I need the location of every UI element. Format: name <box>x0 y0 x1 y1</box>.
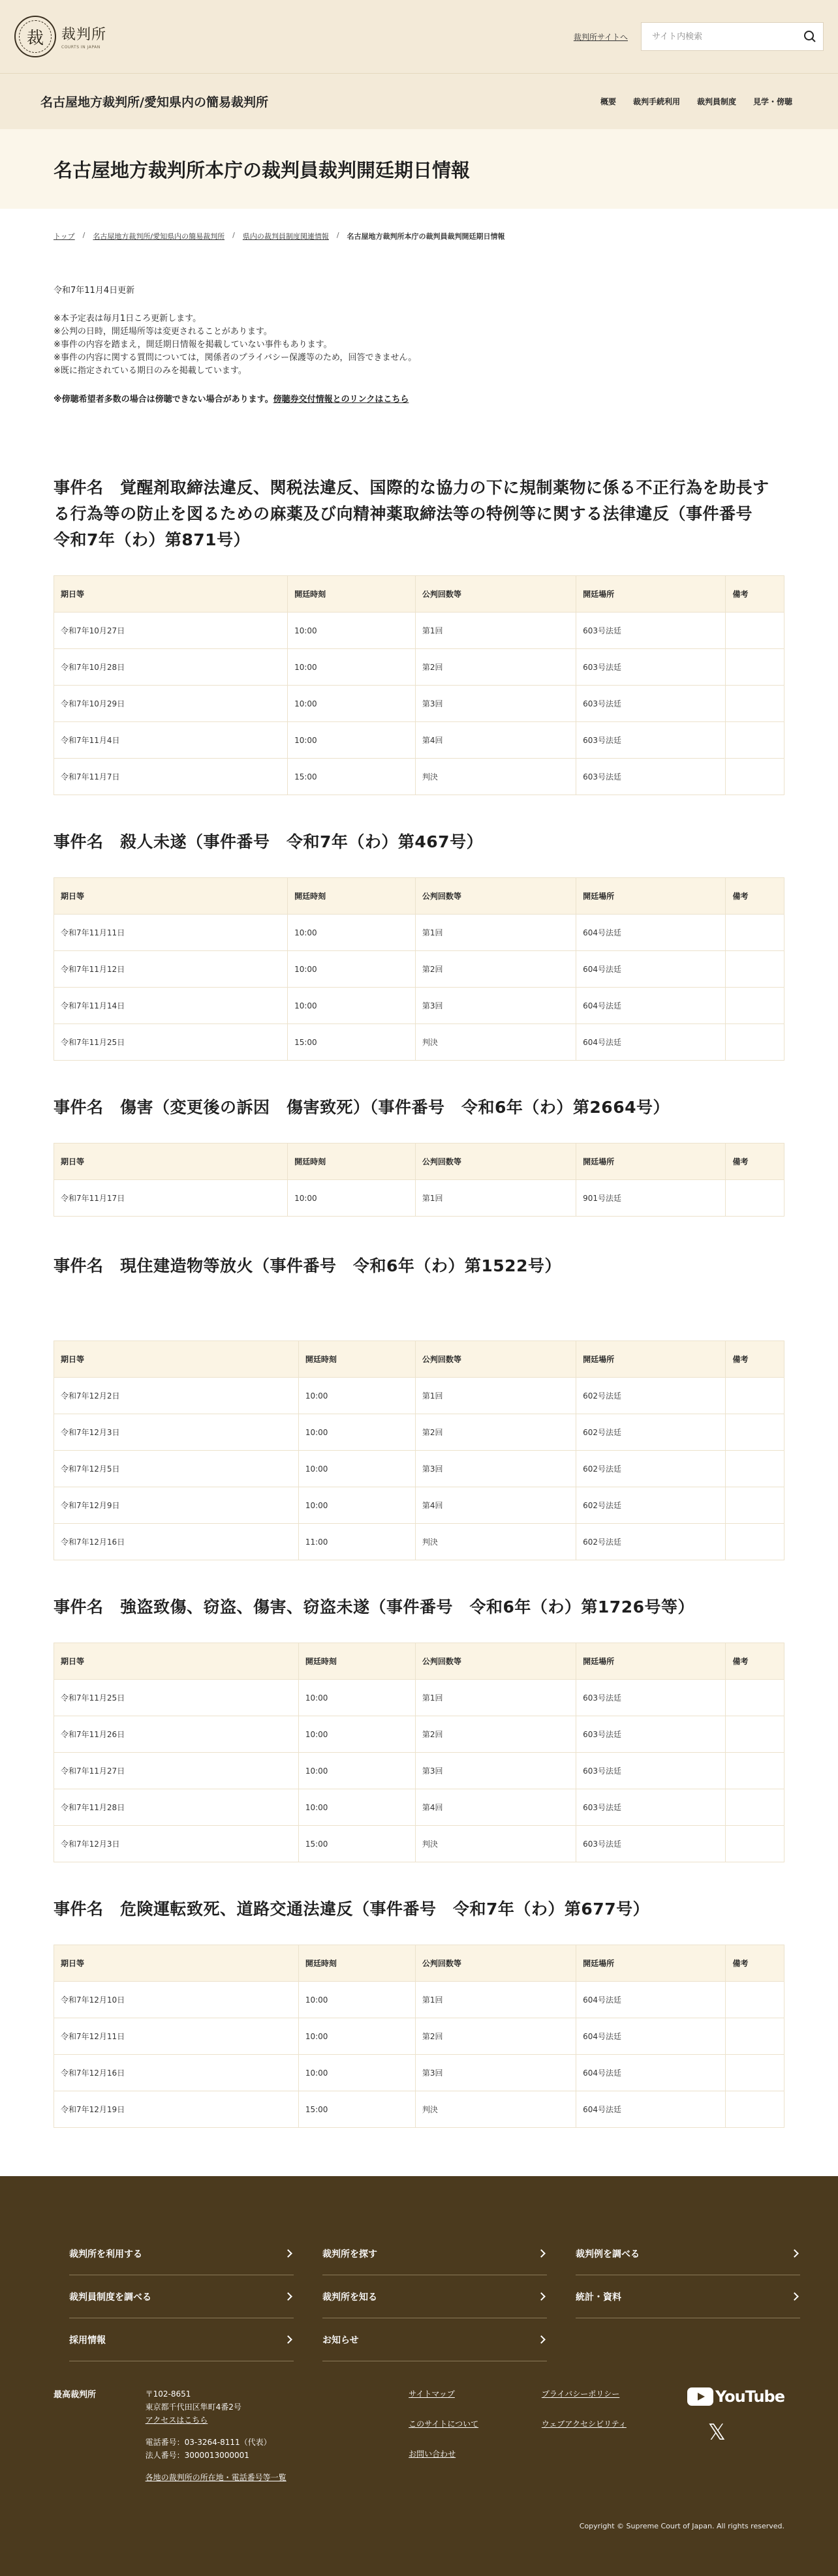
header-date: 期日等 <box>54 576 288 613</box>
cell-courtroom: 604号法廷 <box>576 915 726 951</box>
cell-courtroom: 604号法廷 <box>576 988 726 1024</box>
site-logo[interactable] <box>14 16 106 57</box>
header-remarks: 備考 <box>726 878 784 915</box>
cell-remarks <box>726 613 784 649</box>
cell-remarks <box>726 1451 784 1487</box>
footer-link-grid <box>69 2232 784 2361</box>
youtube-icon[interactable] <box>687 2387 784 2406</box>
nav-link-procedures[interactable]: 裁判手続利用 <box>632 97 680 106</box>
footer-contact-link[interactable]: お問い合わせ <box>409 2449 456 2459</box>
cell-session: 第2回 <box>415 1716 576 1753</box>
cell-remarks <box>726 2091 784 2128</box>
cell-session: 第1回 <box>415 915 576 951</box>
footer-accessibility-link[interactable]: ウェブアクセシビリティ <box>541 2419 627 2429</box>
x-icon[interactable]: 𝕏 <box>707 2419 726 2446</box>
search-box <box>641 22 824 51</box>
case-section <box>54 1896 784 2128</box>
chevron-right-icon <box>537 2249 546 2258</box>
header-courtroom: 開廷場所 <box>576 1643 726 1680</box>
case-section <box>54 1253 784 1560</box>
cell-date: 令和7年10月27日 <box>54 613 288 649</box>
notes <box>54 312 784 378</box>
cell-time: 15:00 <box>288 759 416 795</box>
chevron-right-icon <box>790 2249 799 2258</box>
cell-remarks <box>726 915 784 951</box>
cell-time: 10:00 <box>298 2018 415 2055</box>
footer-address: 東京都千代田区隼町4番2号 <box>145 2402 241 2412</box>
cell-remarks <box>726 1487 784 1524</box>
cell-time: 10:00 <box>298 2055 415 2091</box>
cell-remarks <box>726 722 784 759</box>
header-time: 開廷時刻 <box>298 1945 415 1982</box>
footer <box>0 2176 838 2576</box>
cell-date: 令和7年12月19日 <box>54 2091 299 2128</box>
header-date: 期日等 <box>54 878 288 915</box>
cell-remarks <box>726 951 784 988</box>
cell-time: 10:00 <box>288 915 416 951</box>
breadcrumb-separator: / <box>232 231 235 239</box>
cell-courtroom: 603号法廷 <box>576 1716 726 1753</box>
footer-link-label: 裁判所を利用する <box>69 2249 142 2260</box>
case-title: 事件名 強盗致傷、窃盗、傷害、窃盗未遂（事件番号 令和6年（わ）第1726号等） <box>54 1598 694 1616</box>
chevron-right-icon <box>284 2335 292 2344</box>
chevron-right-icon <box>537 2292 546 2301</box>
breadcrumb-nagoya[interactable]: 名古屋地方裁判所/愛知県内の簡易裁判所 <box>93 232 225 241</box>
cell-date: 令和7年12月11日 <box>54 2018 299 2055</box>
chevron-right-icon <box>790 2292 799 2301</box>
footer-link-label: 裁判員制度を調べる <box>69 2292 151 2303</box>
cell-date: 令和7年11月11日 <box>54 915 288 951</box>
table-row <box>54 1826 784 1862</box>
cell-remarks <box>726 2055 784 2091</box>
notice-text: ※傍聴希望者多数の場合は傍聴できない場合があります。 <box>54 395 273 404</box>
cell-time: 10:00 <box>298 1487 415 1524</box>
footer-sitemap-link[interactable]: サイトマップ <box>409 2389 455 2399</box>
nav-link-saibanin[interactable]: 裁判員制度 <box>696 97 736 106</box>
cell-session: 第1回 <box>415 1378 576 1414</box>
copyright: Copyright © Supreme Court of Japan. All rights reserved. <box>579 2522 784 2530</box>
schedule-table <box>54 1341 784 1560</box>
table-row <box>54 2055 784 2091</box>
header-time: 開廷時刻 <box>298 1643 415 1680</box>
cell-time: 10:00 <box>288 1180 416 1217</box>
header-time: 開廷時刻 <box>288 576 416 613</box>
cell-session: 判決 <box>415 2091 576 2128</box>
cell-session: 第1回 <box>415 613 576 649</box>
court-site-link[interactable]: 裁判所サイトへ <box>573 32 628 42</box>
nav-court-title[interactable]: 名古屋地方裁判所/愛知県内の簡易裁判所 <box>40 95 268 110</box>
cell-date: 令和7年12月2日 <box>54 1378 299 1414</box>
table-row <box>54 1680 784 1716</box>
case-title: 事件名 危険運転致死、道路交通法違反（事件番号 令和7年（わ）第677号） <box>54 1900 650 1918</box>
cell-time: 10:00 <box>298 1414 415 1451</box>
header-date: 期日等 <box>54 1144 288 1180</box>
footer-phone: 電話番号：03-3264-8111（代表） <box>145 2438 272 2447</box>
cell-time: 10:00 <box>298 1982 415 2018</box>
logo-text: 裁判所 <box>61 27 107 43</box>
cell-courtroom: 604号法廷 <box>576 2018 726 2055</box>
cell-time: 10:00 <box>298 1753 415 1789</box>
cell-remarks <box>726 1716 784 1753</box>
cell-time: 10:00 <box>298 1451 415 1487</box>
cell-date: 令和7年12月16日 <box>54 2055 299 2091</box>
table-row <box>54 988 784 1024</box>
nav-link-overview[interactable]: 概要 <box>600 97 616 106</box>
cell-courtroom: 602号法廷 <box>576 1378 726 1414</box>
case-title: 事件名 現住建造物等放火（事件番号 令和6年（わ）第1522号） <box>54 1256 561 1275</box>
footer-link-find-court[interactable] <box>322 2232 547 2275</box>
cell-date: 令和7年11月28日 <box>54 1789 299 1826</box>
update-date: 令和7年11月4日更新 <box>54 286 135 295</box>
table-row <box>54 1524 784 1560</box>
header-time: 開廷時刻 <box>298 1341 415 1378</box>
footer-link-label: 裁判所を知る <box>322 2292 377 2303</box>
cell-remarks <box>726 759 784 795</box>
note-item: ※公判の日時，開廷場所等は変更されることがあります。 <box>54 327 272 337</box>
cell-courtroom: 603号法廷 <box>576 613 726 649</box>
footer-links-col1 <box>409 2387 542 2484</box>
cell-session: 判決 <box>415 1024 576 1061</box>
cell-time: 10:00 <box>298 1789 415 1826</box>
case-list <box>54 475 784 2128</box>
cell-time: 10:00 <box>288 686 416 722</box>
cell-remarks <box>726 1378 784 1414</box>
main-nav <box>0 73 838 129</box>
note-item: ※事件の内容を踏まえ，開廷期日情報を掲載していない事件もあります。 <box>54 340 332 350</box>
logo-subtext: COURTS IN JAPAN <box>61 45 101 50</box>
cell-courtroom: 603号法廷 <box>576 1680 726 1716</box>
footer-link-recruit[interactable] <box>69 2318 294 2361</box>
note-item: ※事件の内容に関する質問については，関係者のプライバシー保護等のため，回答できません。 <box>54 353 417 363</box>
court-emblem-icon: 裁 <box>14 16 56 57</box>
table-row <box>54 1024 784 1061</box>
header-remarks: 備考 <box>726 1945 784 1982</box>
footer-link-use-court[interactable] <box>69 2232 294 2275</box>
breadcrumb-top[interactable]: トップ <box>54 232 75 241</box>
cell-session: 判決 <box>415 1524 576 1560</box>
cell-date: 令和7年12月10日 <box>54 1982 299 2018</box>
cell-remarks <box>726 988 784 1024</box>
cell-date: 令和7年12月3日 <box>54 1826 299 1862</box>
breadcrumb-saibanin-info[interactable]: 県内の裁判員制度関連情報 <box>242 232 329 241</box>
cell-date: 令和7年12月3日 <box>54 1414 299 1451</box>
footer-link-case-law[interactable] <box>576 2232 800 2275</box>
cell-courtroom: 603号法廷 <box>576 1826 726 1862</box>
cell-session: 第3回 <box>415 686 576 722</box>
cell-time: 10:00 <box>288 649 416 686</box>
table-row <box>54 613 784 649</box>
breadcrumb-current: 名古屋地方裁判所本庁の裁判員裁判開廷期日情報 <box>347 232 505 241</box>
table-row <box>54 759 784 795</box>
header-session: 公判回数等 <box>415 1341 576 1378</box>
case-title: 事件名 覚醒剤取締法違反、関税法違反、国際的な協力の下に規制薬物に係る不正行為を助長する行為等の防止を図るための麻薬及び向精神薬取締法等の特例等に関する法律違反（事件番号 令和7年（わ）第871号） <box>54 478 769 549</box>
header-session: 公判回数等 <box>415 576 576 613</box>
table-row <box>54 915 784 951</box>
cell-courtroom: 602号法廷 <box>576 1414 726 1451</box>
nav-link-visit[interactable]: 見学・傍聴 <box>753 97 792 106</box>
cell-courtroom: 604号法廷 <box>576 2091 726 2128</box>
cell-remarks <box>726 1680 784 1716</box>
cell-session: 第3回 <box>415 1753 576 1789</box>
header-remarks: 備考 <box>726 1144 784 1180</box>
breadcrumb <box>54 231 784 241</box>
header-date: 期日等 <box>54 1643 299 1680</box>
cell-courtroom: 901号法廷 <box>576 1180 726 1217</box>
cell-session: 第1回 <box>415 1680 576 1716</box>
gallery-notice <box>54 392 784 404</box>
case-section <box>54 829 784 1061</box>
footer-link-statistics[interactable] <box>576 2275 800 2318</box>
header-remarks: 備考 <box>726 576 784 613</box>
cell-remarks <box>726 686 784 722</box>
cell-date: 令和7年11月17日 <box>54 1180 288 1217</box>
chevron-right-icon <box>284 2292 292 2301</box>
cell-courtroom: 604号法廷 <box>576 1024 726 1061</box>
search-input[interactable] <box>652 32 803 42</box>
header-session: 公判回数等 <box>415 1945 576 1982</box>
cell-date: 令和7年11月14日 <box>54 988 288 1024</box>
table-row <box>54 686 784 722</box>
cell-date: 令和7年10月28日 <box>54 649 288 686</box>
cell-date: 令和7年12月5日 <box>54 1451 299 1487</box>
cell-date: 令和7年12月16日 <box>54 1524 299 1560</box>
cell-time: 10:00 <box>288 988 416 1024</box>
cell-time: 15:00 <box>298 2091 415 2128</box>
case-section <box>54 1594 784 1862</box>
header-remarks: 備考 <box>726 1643 784 1680</box>
cell-session: 第1回 <box>415 1180 576 1217</box>
table-row <box>54 1487 784 1524</box>
cell-session: 第4回 <box>415 722 576 759</box>
page-title-band <box>0 129 838 209</box>
cell-date: 令和7年12月9日 <box>54 1487 299 1524</box>
cell-session: 第2回 <box>415 2018 576 2055</box>
header-courtroom: 開廷場所 <box>576 878 726 915</box>
table-header-row <box>54 1643 784 1680</box>
cell-session: 判決 <box>415 1826 576 1862</box>
footer-link-saibanin[interactable] <box>69 2275 294 2318</box>
table-row <box>54 1414 784 1451</box>
cell-time: 10:00 <box>298 1716 415 1753</box>
footer-link-label: 裁判例を調べる <box>576 2249 640 2260</box>
cell-courtroom: 603号法廷 <box>576 759 726 795</box>
table-row <box>54 722 784 759</box>
table-row <box>54 2091 784 2128</box>
cell-date: 令和7年11月7日 <box>54 759 288 795</box>
schedule-table <box>54 1143 784 1217</box>
table-row <box>54 1789 784 1826</box>
cell-session: 第1回 <box>415 1982 576 2018</box>
cell-remarks <box>726 1753 784 1789</box>
footer-privacy-link[interactable]: プライバシーポリシー <box>541 2389 620 2399</box>
cell-time: 10:00 <box>288 722 416 759</box>
table-row <box>54 2018 784 2055</box>
table-row <box>54 1753 784 1789</box>
footer-link-label: 裁判所を探す <box>322 2249 377 2260</box>
header-time: 開廷時刻 <box>288 878 416 915</box>
search-icon[interactable] <box>803 30 816 43</box>
footer-info <box>54 2387 784 2484</box>
header-remarks: 備考 <box>726 1341 784 1378</box>
case-title: 事件名 傷害（変更後の訴因 傷害致死）（事件番号 令和6年（わ）第2664号） <box>54 1098 670 1117</box>
cell-courtroom: 602号法廷 <box>576 1451 726 1487</box>
cell-remarks <box>726 1789 784 1826</box>
case-section <box>54 475 784 795</box>
table-row <box>54 649 784 686</box>
cell-session: 第4回 <box>415 1487 576 1524</box>
cell-time: 10:00 <box>298 1378 415 1414</box>
cell-courtroom: 603号法廷 <box>576 649 726 686</box>
header-courtroom: 開廷場所 <box>576 1144 726 1180</box>
table-header-row <box>54 1341 784 1378</box>
case-section <box>54 1095 784 1217</box>
cell-time: 10:00 <box>298 1680 415 1716</box>
breadcrumb-separator: / <box>336 231 339 239</box>
cell-session: 第3回 <box>415 1451 576 1487</box>
table-row <box>54 951 784 988</box>
main-content <box>0 231 838 2128</box>
case-title: 事件名 殺人未遂（事件番号 令和7年（わ）第467号） <box>54 832 484 851</box>
cell-date: 令和7年11月12日 <box>54 951 288 988</box>
cell-remarks <box>726 2018 784 2055</box>
footer-postal: 〒102-8651 <box>145 2389 191 2399</box>
cell-remarks <box>726 1826 784 1862</box>
cell-courtroom: 603号法廷 <box>576 686 726 722</box>
note-item: ※既に指定されている期日のみを掲載しています。 <box>54 366 247 376</box>
cell-courtroom: 604号法廷 <box>576 951 726 988</box>
header-session: 公判回数等 <box>415 1643 576 1680</box>
table-row <box>54 1378 784 1414</box>
header-date: 期日等 <box>54 1945 299 1982</box>
cell-remarks <box>726 1180 784 1217</box>
table-header-row <box>54 1144 784 1180</box>
cell-session: 第3回 <box>415 2055 576 2091</box>
footer-link-label: 統計・資料 <box>576 2292 621 2303</box>
footer-link-know-court[interactable] <box>322 2275 547 2318</box>
cell-time: 15:00 <box>298 1826 415 1862</box>
cell-courtroom: 603号法廷 <box>576 1753 726 1789</box>
top-header <box>0 0 838 73</box>
footer-directory-link[interactable]: 各地の裁判所の所在地・電話番号等一覧 <box>145 2473 287 2482</box>
header-time: 開廷時刻 <box>288 1144 416 1180</box>
header-courtroom: 開廷場所 <box>576 1341 726 1378</box>
cell-session: 第3回 <box>415 988 576 1024</box>
cell-session: 第2回 <box>415 649 576 686</box>
cell-time: 10:00 <box>288 613 416 649</box>
schedule-table <box>54 877 784 1061</box>
cell-courtroom: 604号法廷 <box>576 2055 726 2091</box>
cell-time: 15:00 <box>288 1024 416 1061</box>
header-session: 公判回数等 <box>415 1144 576 1180</box>
footer-links-col2 <box>542 2387 687 2484</box>
header-date: 期日等 <box>54 1341 299 1378</box>
footer-link-news[interactable] <box>322 2318 547 2361</box>
table-row <box>54 1982 784 2018</box>
cell-session: 第2回 <box>415 951 576 988</box>
cell-date: 令和7年11月27日 <box>54 1753 299 1789</box>
table-header-row <box>54 1945 784 1982</box>
youtube-play-icon <box>687 2387 713 2406</box>
cell-date: 令和7年11月25日 <box>54 1024 288 1061</box>
cell-date: 令和7年10月29日 <box>54 686 288 722</box>
cell-session: 第2回 <box>415 1414 576 1451</box>
cell-time: 10:00 <box>288 951 416 988</box>
youtube-wordmark: YouTube <box>715 2387 784 2406</box>
cell-courtroom: 603号法廷 <box>576 1789 726 1826</box>
footer-corp-number: 法人番号：3000013000001 <box>145 2451 249 2460</box>
cell-remarks <box>726 649 784 686</box>
table-header-row <box>54 878 784 915</box>
cell-date: 令和7年11月26日 <box>54 1716 299 1753</box>
header-courtroom: 開廷場所 <box>576 1945 726 1982</box>
page-title: 名古屋地方裁判所本庁の裁判員裁判開廷期日情報 <box>54 159 471 181</box>
chevron-right-icon <box>284 2249 292 2258</box>
footer-address-block <box>146 2387 409 2484</box>
ticket-info-link[interactable]: 傍聴券交付情報とのリンクはこちら <box>273 395 409 404</box>
table-row <box>54 1451 784 1487</box>
cell-date: 令和7年11月4日 <box>54 722 288 759</box>
schedule-table <box>54 1945 784 2128</box>
footer-access-link[interactable]: アクセスはこちら <box>145 2416 208 2425</box>
cell-time: 11:00 <box>298 1524 415 1560</box>
breadcrumb-separator: / <box>82 231 85 239</box>
footer-social <box>687 2387 784 2484</box>
table-row <box>54 1180 784 1217</box>
cell-date: 令和7年11月25日 <box>54 1680 299 1716</box>
cell-remarks <box>726 1414 784 1451</box>
cell-remarks <box>726 1982 784 2018</box>
note-item: ※本予定表は毎月1日ころ更新します。 <box>54 314 202 324</box>
schedule-table <box>54 575 784 795</box>
footer-about-link[interactable]: このサイトについて <box>409 2419 479 2429</box>
cell-session: 第4回 <box>415 1789 576 1826</box>
schedule-table <box>54 1643 784 1862</box>
cell-courtroom: 604号法廷 <box>576 1982 726 2018</box>
cell-courtroom: 602号法廷 <box>576 1487 726 1524</box>
footer-org-name: 最高裁判所 <box>54 2390 97 2400</box>
header-session: 公判回数等 <box>415 878 576 915</box>
cell-remarks <box>726 1524 784 1560</box>
footer-link-label: お知らせ <box>322 2335 359 2346</box>
cell-session: 判決 <box>415 759 576 795</box>
footer-link-label: 採用情報 <box>69 2335 106 2346</box>
cell-remarks <box>726 1024 784 1061</box>
table-row <box>54 1716 784 1753</box>
chevron-right-icon <box>537 2335 546 2344</box>
table-header-row <box>54 576 784 613</box>
cell-courtroom: 603号法廷 <box>576 722 726 759</box>
cell-courtroom: 602号法廷 <box>576 1524 726 1560</box>
header-courtroom: 開廷場所 <box>576 576 726 613</box>
